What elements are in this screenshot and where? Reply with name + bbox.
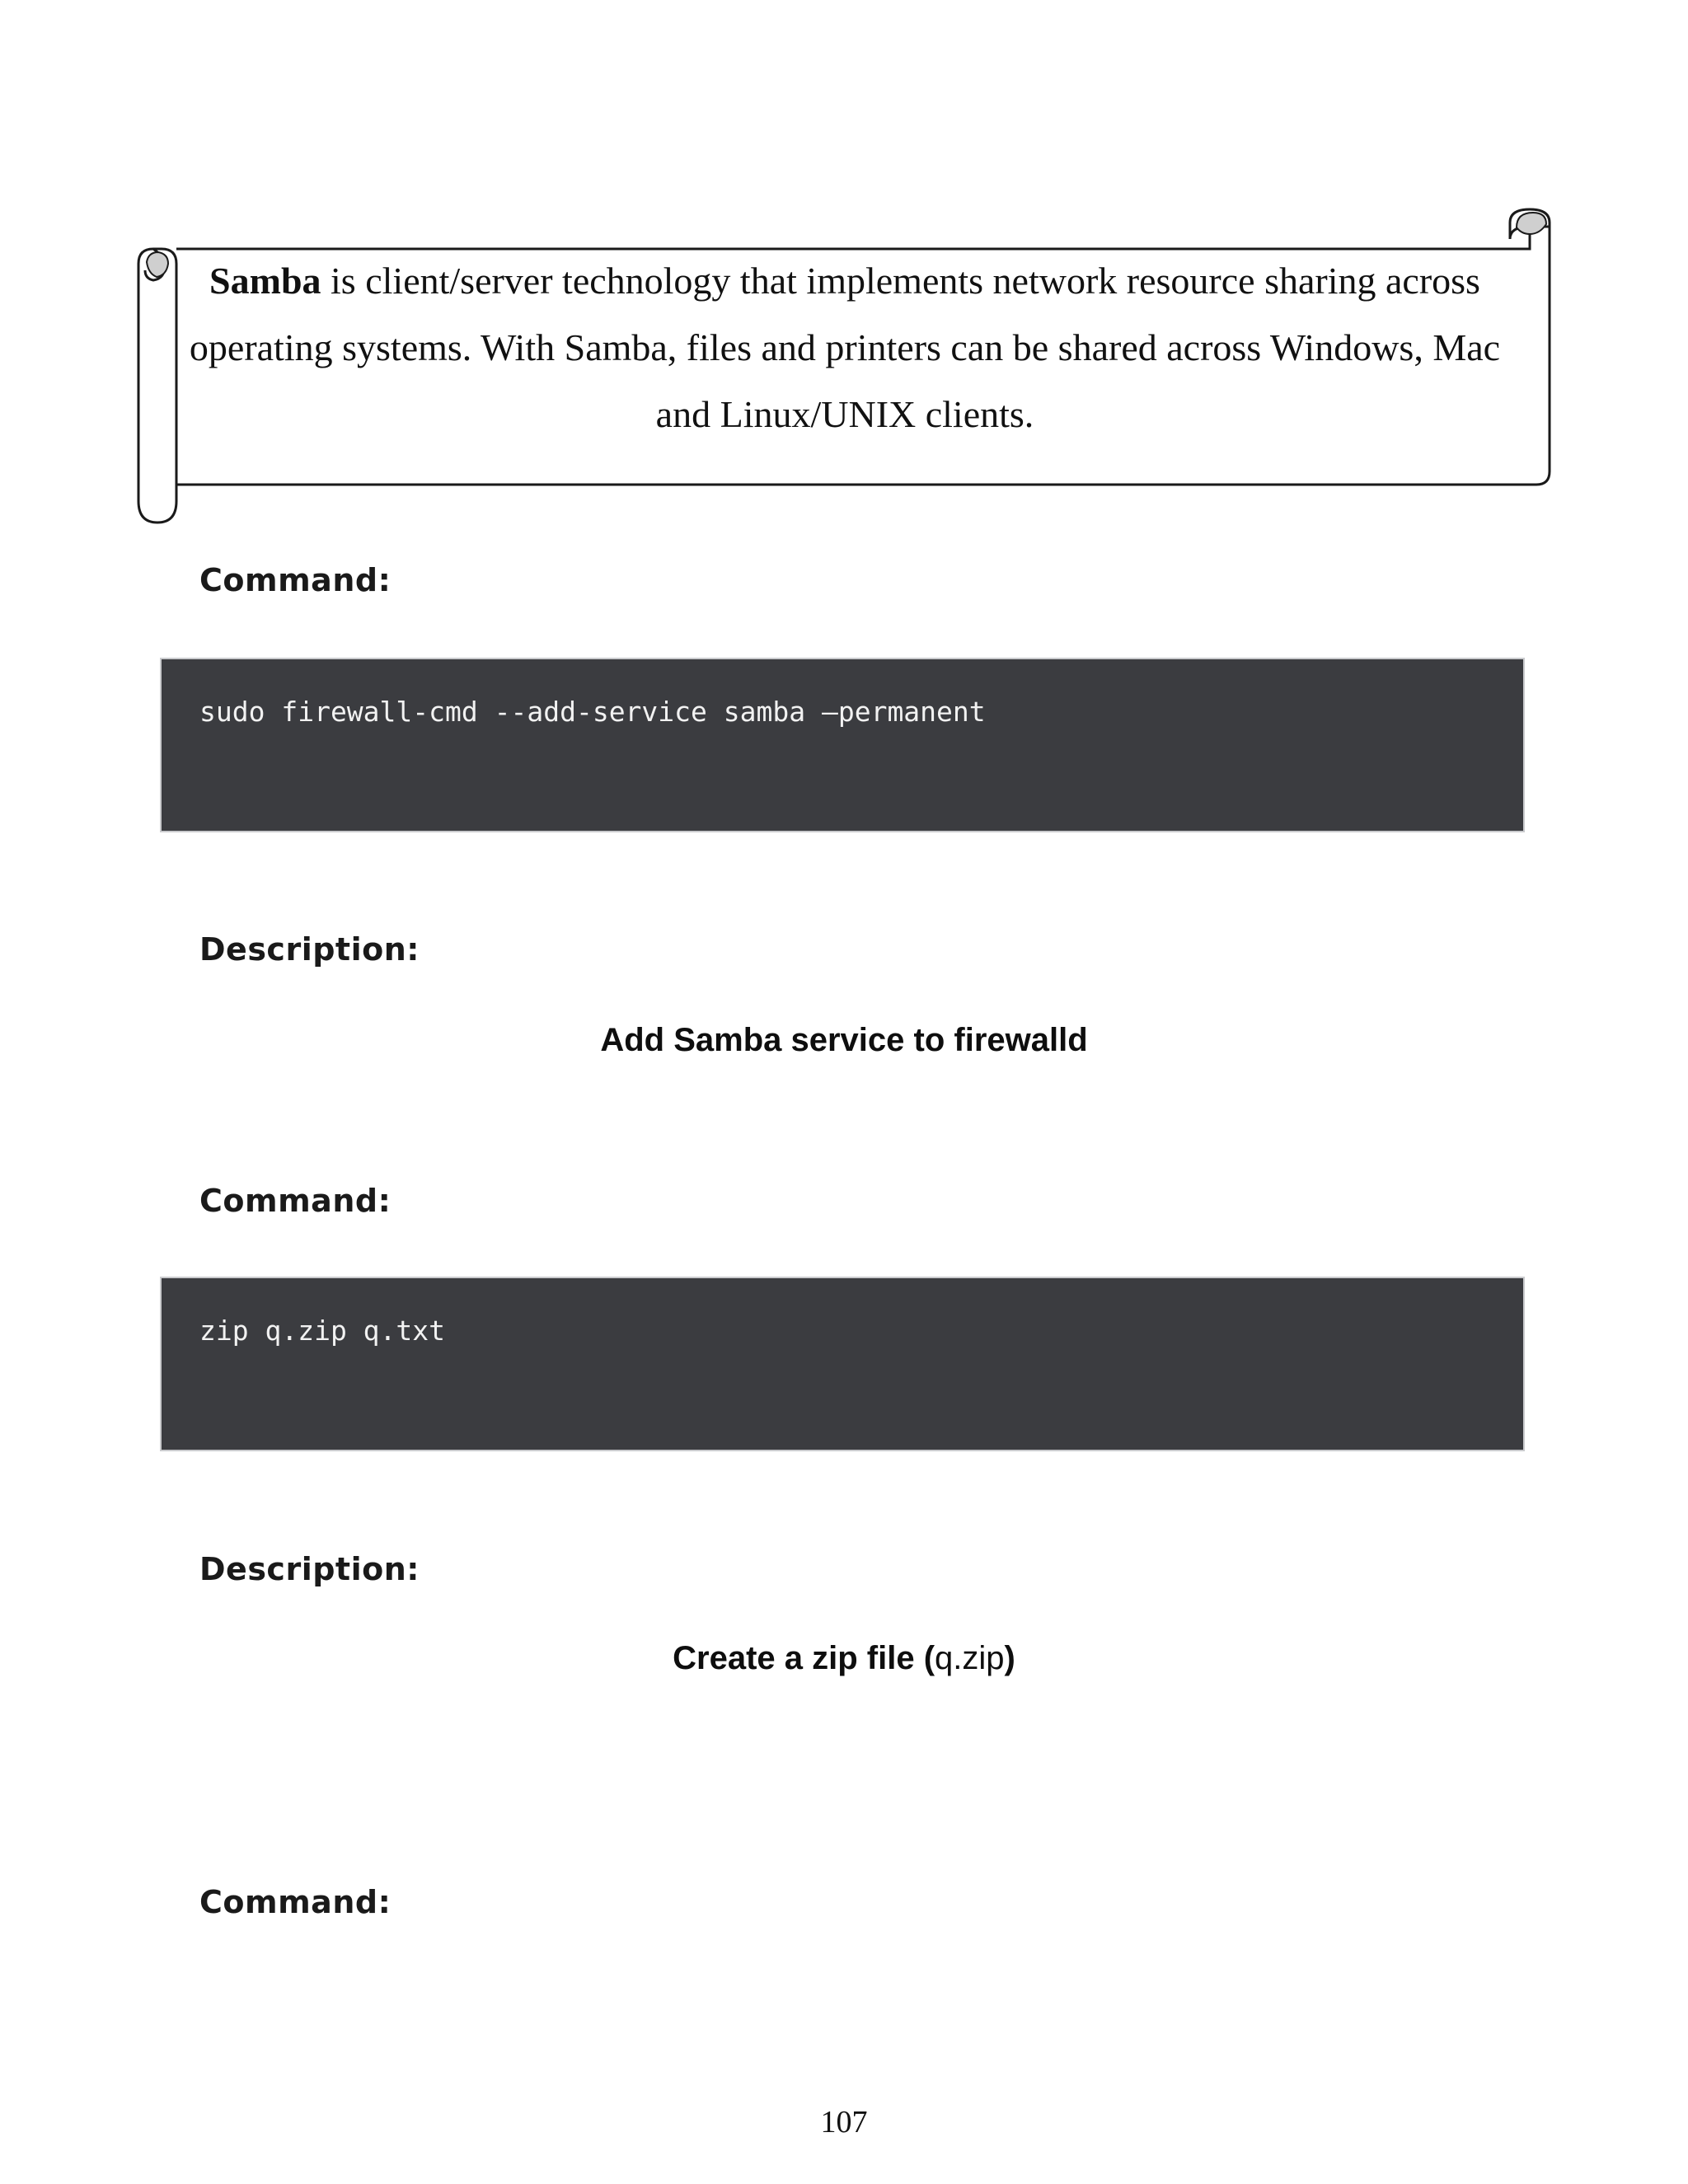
description-2-filename: q.zip bbox=[935, 1640, 1005, 1676]
description-label-1: Description: bbox=[199, 931, 420, 968]
scroll-note-term: Samba bbox=[209, 260, 321, 302]
command-label-1: Command: bbox=[199, 562, 392, 598]
code-block-1 bbox=[160, 658, 1525, 832]
description-text-2 bbox=[0, 1640, 1688, 1677]
code-block-2 bbox=[160, 1277, 1525, 1451]
page-number: 107 bbox=[820, 2105, 868, 2139]
code-text-2: zip q.zip q.txt bbox=[199, 1315, 446, 1347]
command-label-3: Command: bbox=[199, 1884, 392, 1920]
scroll-note-body: is client/server technology that implements network resource sharing across operating systems. With Samba, files and printers can be shared across Windows, Mac and Linux/UNIX clients. bbox=[189, 260, 1501, 435]
command-label-2: Command: bbox=[199, 1183, 392, 1219]
description-text-1: Add Samba service to firewalld bbox=[600, 1022, 1088, 1058]
scroll-note-text bbox=[185, 247, 1504, 448]
description-2-close: ) bbox=[1004, 1640, 1015, 1676]
description-label-2: Description: bbox=[199, 1551, 420, 1587]
code-text-1: sudo firewall-cmd --add-service samba –permanent bbox=[199, 696, 986, 728]
description-2-bold: Create a zip file ( bbox=[673, 1640, 935, 1676]
